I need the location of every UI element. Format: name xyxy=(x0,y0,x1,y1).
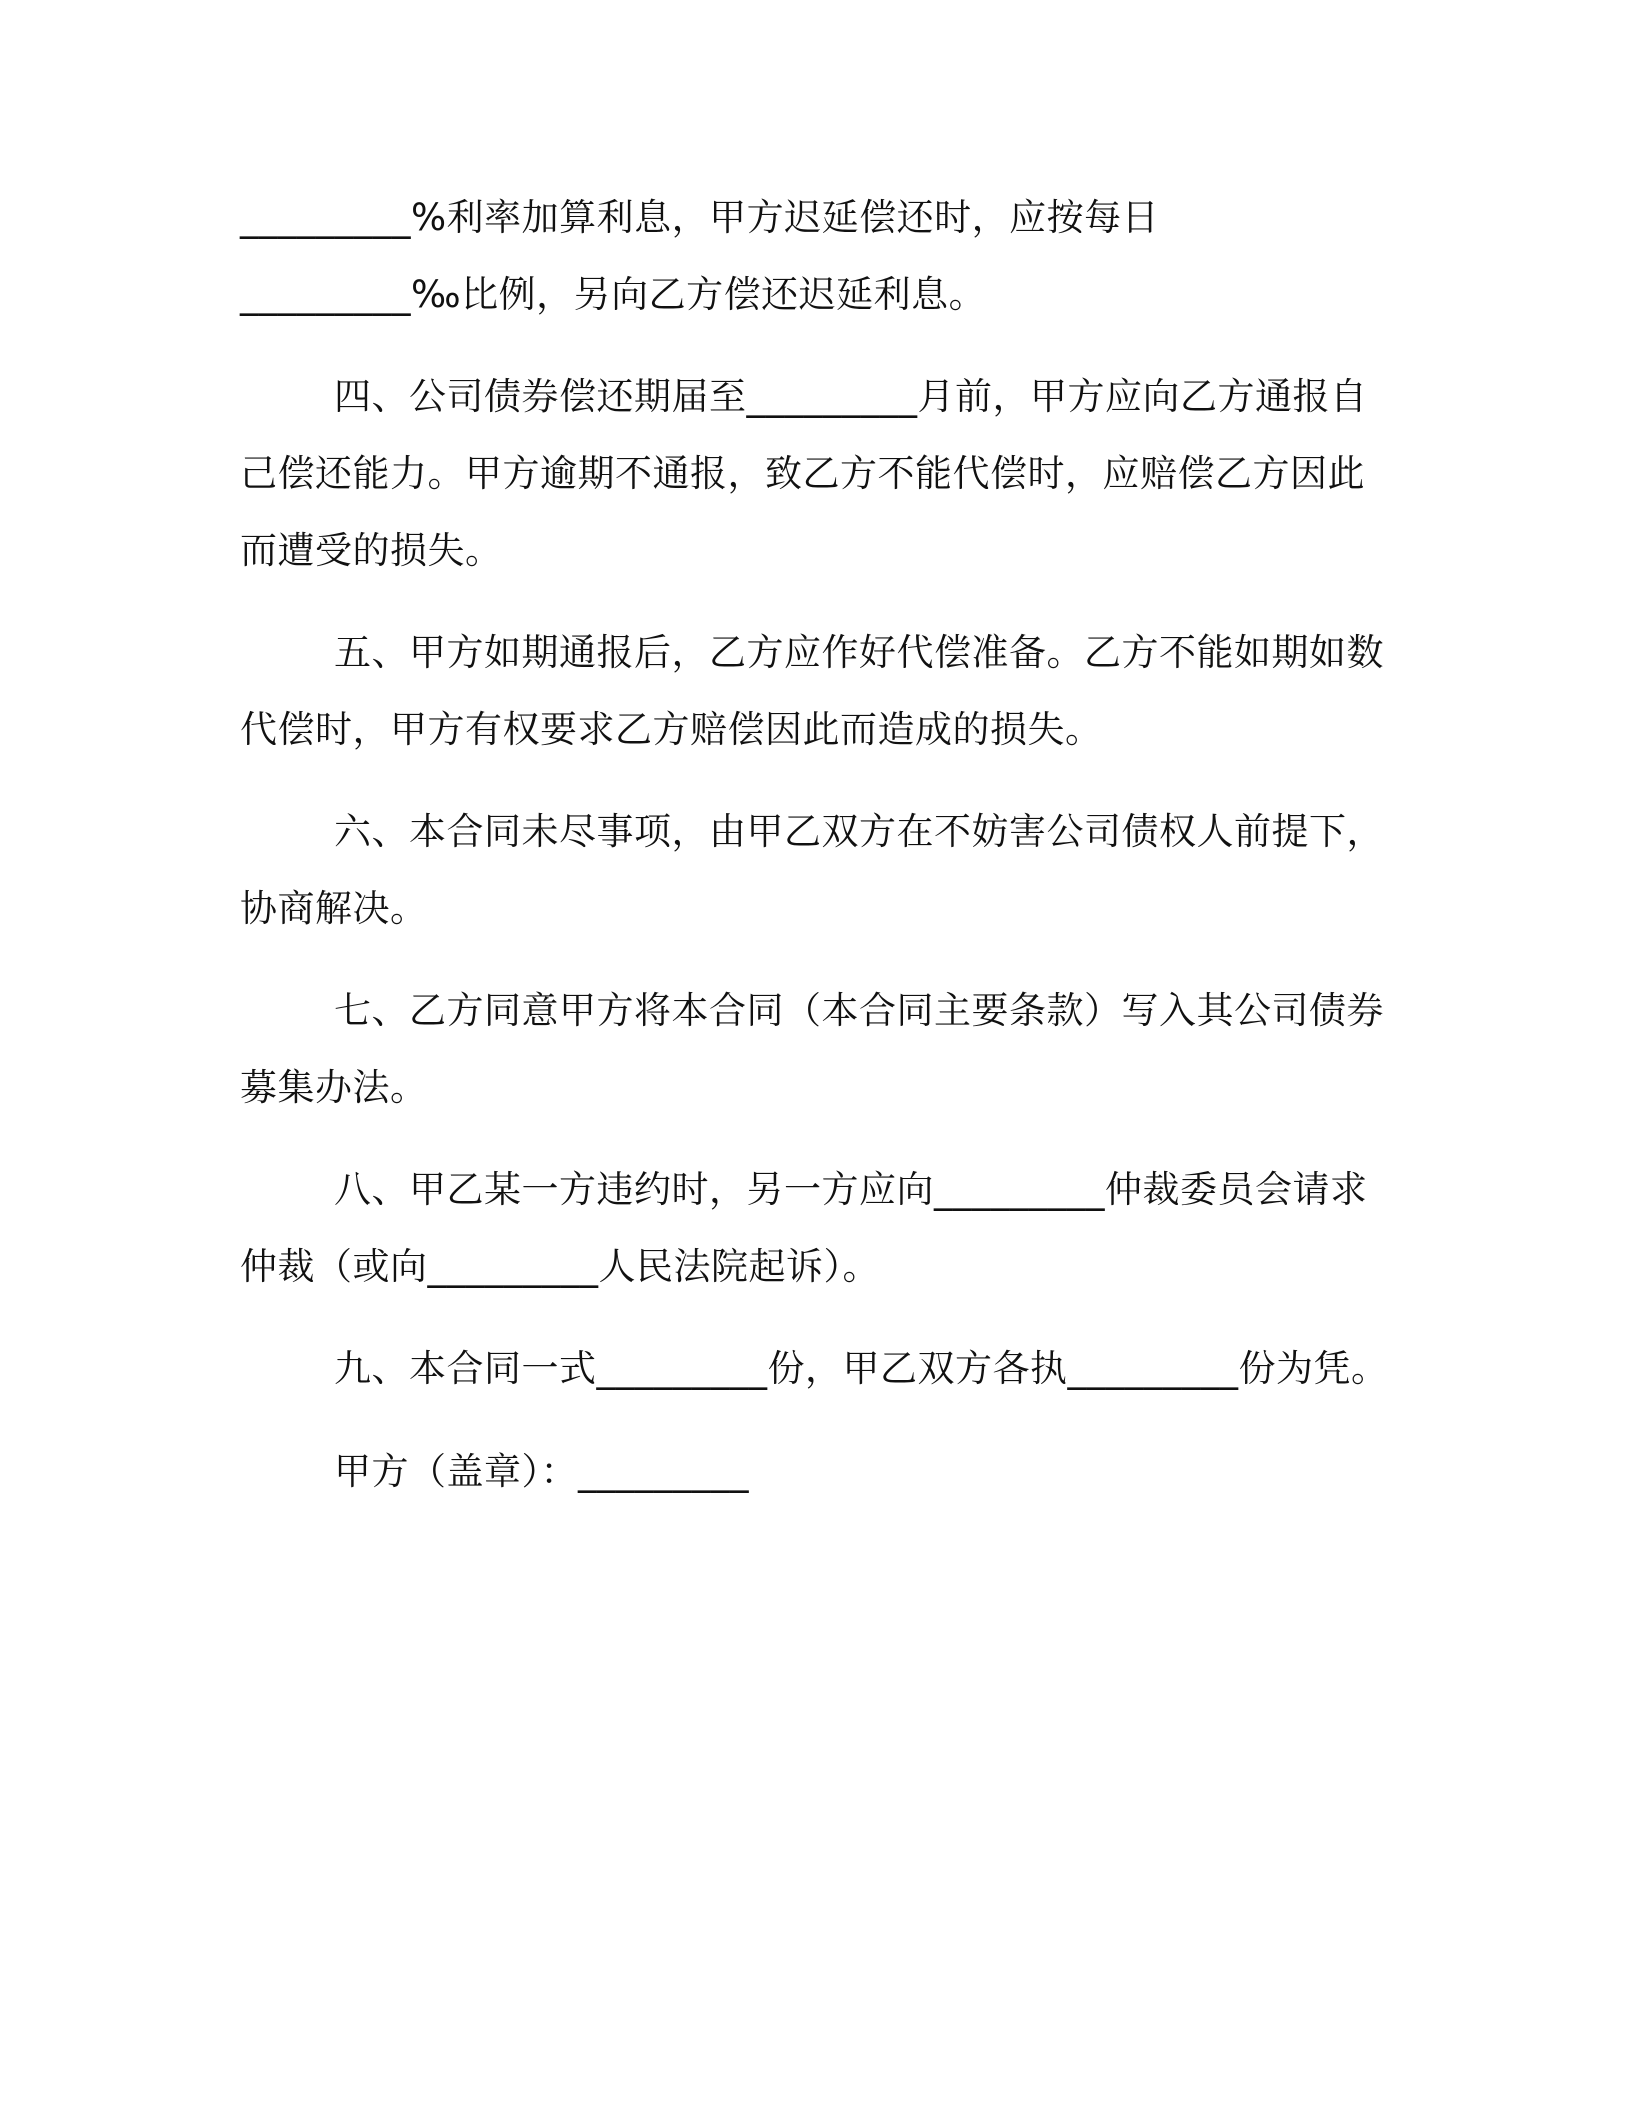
party-a-seal-line: 甲方（盖章）：_________ xyxy=(334,1450,749,1493)
text-line: _________%利率加算利息，甲方迟延偿还时，应按每日 xyxy=(240,196,1160,239)
clause-4-line-2: 己偿还能力。甲方逾期不通报，致乙方不能代偿时，应赔偿乙方因此 xyxy=(240,452,1365,495)
clause-6-line-2: 协商解决。 xyxy=(240,887,428,930)
clause-5-line-2: 代偿时，甲方有权要求乙方赔偿因此而造成的损失。 xyxy=(240,708,1103,751)
clause-4-line-1: 四、公司债券偿还期届至_________月前，甲方应向乙方通报自 xyxy=(334,375,1368,418)
clause-7-line-2: 募集办法。 xyxy=(240,1066,428,1109)
text-line: _________‰比例，另向乙方偿还迟延利息。 xyxy=(240,273,987,316)
clause-4-line-3: 而遭受的损失。 xyxy=(240,529,503,572)
clause-9-line: 九、本合同一式_________份，甲乙双方各执_________份为凭。 xyxy=(334,1347,1389,1390)
clause-7-line-1: 七、乙方同意甲方将本合同（本合同主要条款）写入其公司债券 xyxy=(334,989,1384,1032)
clause-6-line-1: 六、本合同未尽事项，由甲乙双方在不妨害公司债权人前提下， xyxy=(334,810,1384,853)
clause-8-line-1: 八、甲乙某一方违约时，另一方应向_________仲裁委员会请求 xyxy=(334,1168,1368,1211)
clause-8-line-2: 仲裁（或向_________人民法院起诉）。 xyxy=(240,1245,880,1288)
clause-5-line-1: 五、甲方如期通报后，乙方应作好代偿准备。乙方不能如期如数 xyxy=(334,631,1384,674)
